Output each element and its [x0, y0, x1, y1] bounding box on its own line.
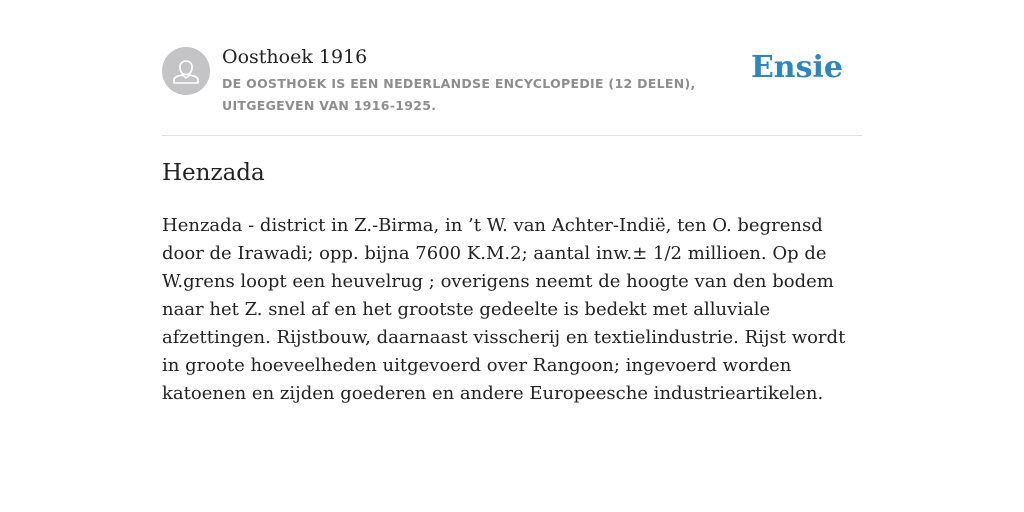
- source-header: [162, 44, 862, 136]
- source-description: DE OOSTHOEK IS EEN NEDERLANDSE ENCYCLOPEDIE (12 DELEN), UITGEGEVEN VAN 1916-1925.: [222, 76, 696, 113]
- brand-logo[interactable]: Ensie: [750, 50, 843, 85]
- source-name[interactable]: Oosthoek 1916: [222, 46, 368, 68]
- user-silhouette-icon[interactable]: [162, 47, 210, 95]
- article-body: Henzada - district in Z.-Birma, in ’t W. van Achter-Indië, ten O. begrensd door de Irawadi; opp. bijna 7600 K.M.2; aantal inw.± 1/2 millioen. Op de W.grens loopt een heuvelrug ; overigens neemt de hoogte van den bodem naar het Z. snel af en het grootste gedeelte is bedekt met alluviale afzettingen. Rijstbouw, daarnaast visscherij en textielindustrie. Rijst wordt in groote hoeveelheden uitgevoerd over Rangoon; ingevoerd worden katoenen en zijden goederen en andere Europeesche industrieartikelen.: [162, 215, 846, 404]
- article-title: Henzada: [162, 160, 265, 186]
